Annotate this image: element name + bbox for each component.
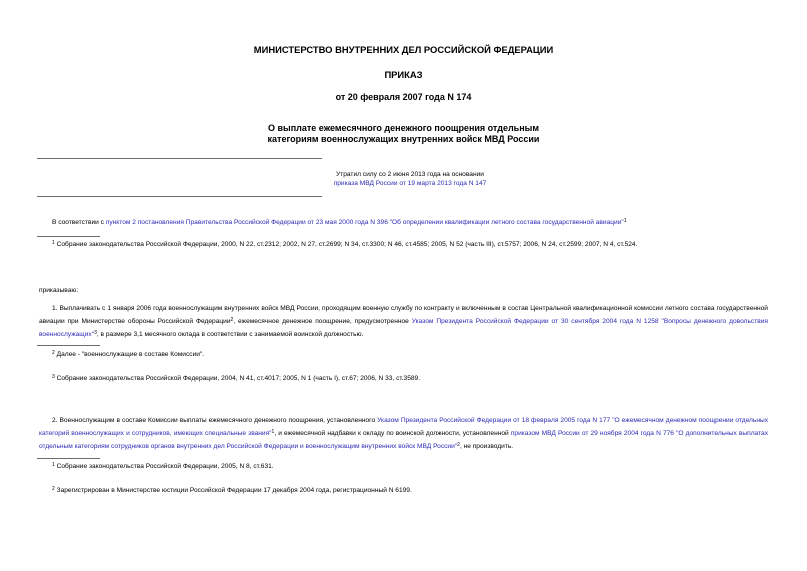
status-link[interactable]: приказа МВД России от 19 марта 2013 года N 147 xyxy=(333,180,487,187)
separator-line xyxy=(37,196,322,197)
separator-line xyxy=(37,158,322,159)
item-2-text: 2. Военнослужащим в составе Комиссии выплаты ежемесячного денежного поощрения, установленного xyxy=(52,417,378,424)
footnote-text: Собрание законодательства Российской Федерации, 2004, N 41, ст.4017; 2005, N 1 (часть I), ст.67; 2006, N 33, ст.3589. xyxy=(54,375,421,382)
footnote-text: Собрание законодательства Российской Федерации, 2000, N 22, ст.2312; 2002, N 27, ст.2699; N 34, ст.3300; N 46, ст.4585; 2005, N 52 (часть III), ст.5757; 2006, N 24, ст.2599; 2007, N 4, ст.524. xyxy=(54,241,638,248)
item-1-link[interactable]: Указом Президента Российской Федерации от 30 сентября 2004 года N 1258 "Вопросы денежного довольствия военнослужащих" xyxy=(39,317,768,338)
item-2 xyxy=(39,416,768,452)
footnote-rule xyxy=(37,458,100,459)
item-1-text: , ежемесячное денежное поощрение, предусмотренное xyxy=(233,317,412,325)
order-word: приказываю: xyxy=(39,287,79,294)
footnote-text: Зарегистрирован в Министерстве юстиции Российской Федерации 17 декабря 2004 года, регистрационный N 6199. xyxy=(54,487,412,494)
item-2-link-order[interactable]: приказом МВД России от 29 ноября 2004 года N 776 "О дополнительных выплатах отдельным категориям сотрудников органов внутренних дел Российской Федерации и военнослужащим внутренних войск МВД России" xyxy=(39,429,768,450)
footnote-marker: 3 xyxy=(52,374,55,380)
footnote-marker: 1 xyxy=(52,462,55,468)
status-text: Утратил силу со 2 июня 2013 года на основании xyxy=(336,171,484,178)
footnote-marker: 2 xyxy=(52,486,55,492)
footnote-marker: 1 xyxy=(52,240,55,246)
footnote-ref[interactable]: 2 xyxy=(230,316,234,323)
title-line-1: О выплате ежемесячного денежного поощрения отдельным xyxy=(268,123,539,133)
footnote-text: Далее - "военнослужащие в составе Комиссии". xyxy=(54,351,205,358)
item-1-text: 1. Выплачивать с 1 января 2006 года военнослужащим внутренних войск МВД России, проходящим военную службу по контракту и включенным в состав Центральной квалификационной комиссии летного состава государственной авиации при Министерстве обороны Российской Федерации xyxy=(39,305,768,325)
footnote-5 xyxy=(52,486,412,494)
document-title xyxy=(0,123,807,145)
footnote-rule xyxy=(37,236,100,237)
item-1 xyxy=(39,304,768,340)
footnote-1 xyxy=(52,240,637,248)
footnote-ref[interactable]: 2 xyxy=(457,441,460,448)
item-2-link-decree[interactable]: Указом Президента Российской Федерации от 18 февраля 2005 года N 177 "О ежемесячном денежном поощрении отдельных категорий военнослужащих и сотрудников, имеющих специальные звания" xyxy=(39,417,769,437)
preamble-link[interactable]: пунктом 2 постановления Правительства Российской Федерации от 23 мая 2000 года N 396 "Об определении квалификации летного состава государственной авиации" xyxy=(105,219,624,226)
document-date-number: от 20 февраля 2007 года N 174 xyxy=(335,92,472,102)
item-2-text: , не производить. xyxy=(459,442,514,450)
title-line-2: категориям военнослужащих внутренних войск МВД России xyxy=(267,134,540,144)
footnote-2 xyxy=(52,350,204,358)
footnote-ref[interactable]: 1 xyxy=(271,428,275,435)
footnote-ref[interactable]: 3 xyxy=(94,329,97,336)
footnote-rule xyxy=(37,345,100,346)
footnote-marker: 2 xyxy=(52,350,55,356)
status-note xyxy=(310,170,510,188)
footnote-ref[interactable]: 1 xyxy=(623,218,627,224)
footnote-text: Собрание законодательства Российской Федерации, 2005, N 8, ст.631. xyxy=(54,463,274,470)
document-type: ПРИКАЗ xyxy=(384,69,423,80)
footnote-3 xyxy=(52,374,420,382)
preamble-prefix: В соответствии с xyxy=(52,219,106,226)
ministry-heading: МИНИСТЕРСТВО ВНУТРЕННИХ ДЕЛ РОССИЙСКОЙ ФЕДЕРАЦИИ xyxy=(253,44,554,55)
item-2-text: , и ежемесячной надбавки к окладу по воинской должности, установленной xyxy=(274,429,511,437)
item-1-text: , в размере 3,1 месячного оклада в соответствии с занимаемой воинской должностью. xyxy=(96,330,364,338)
preamble xyxy=(52,216,627,228)
footnote-4 xyxy=(52,462,274,470)
